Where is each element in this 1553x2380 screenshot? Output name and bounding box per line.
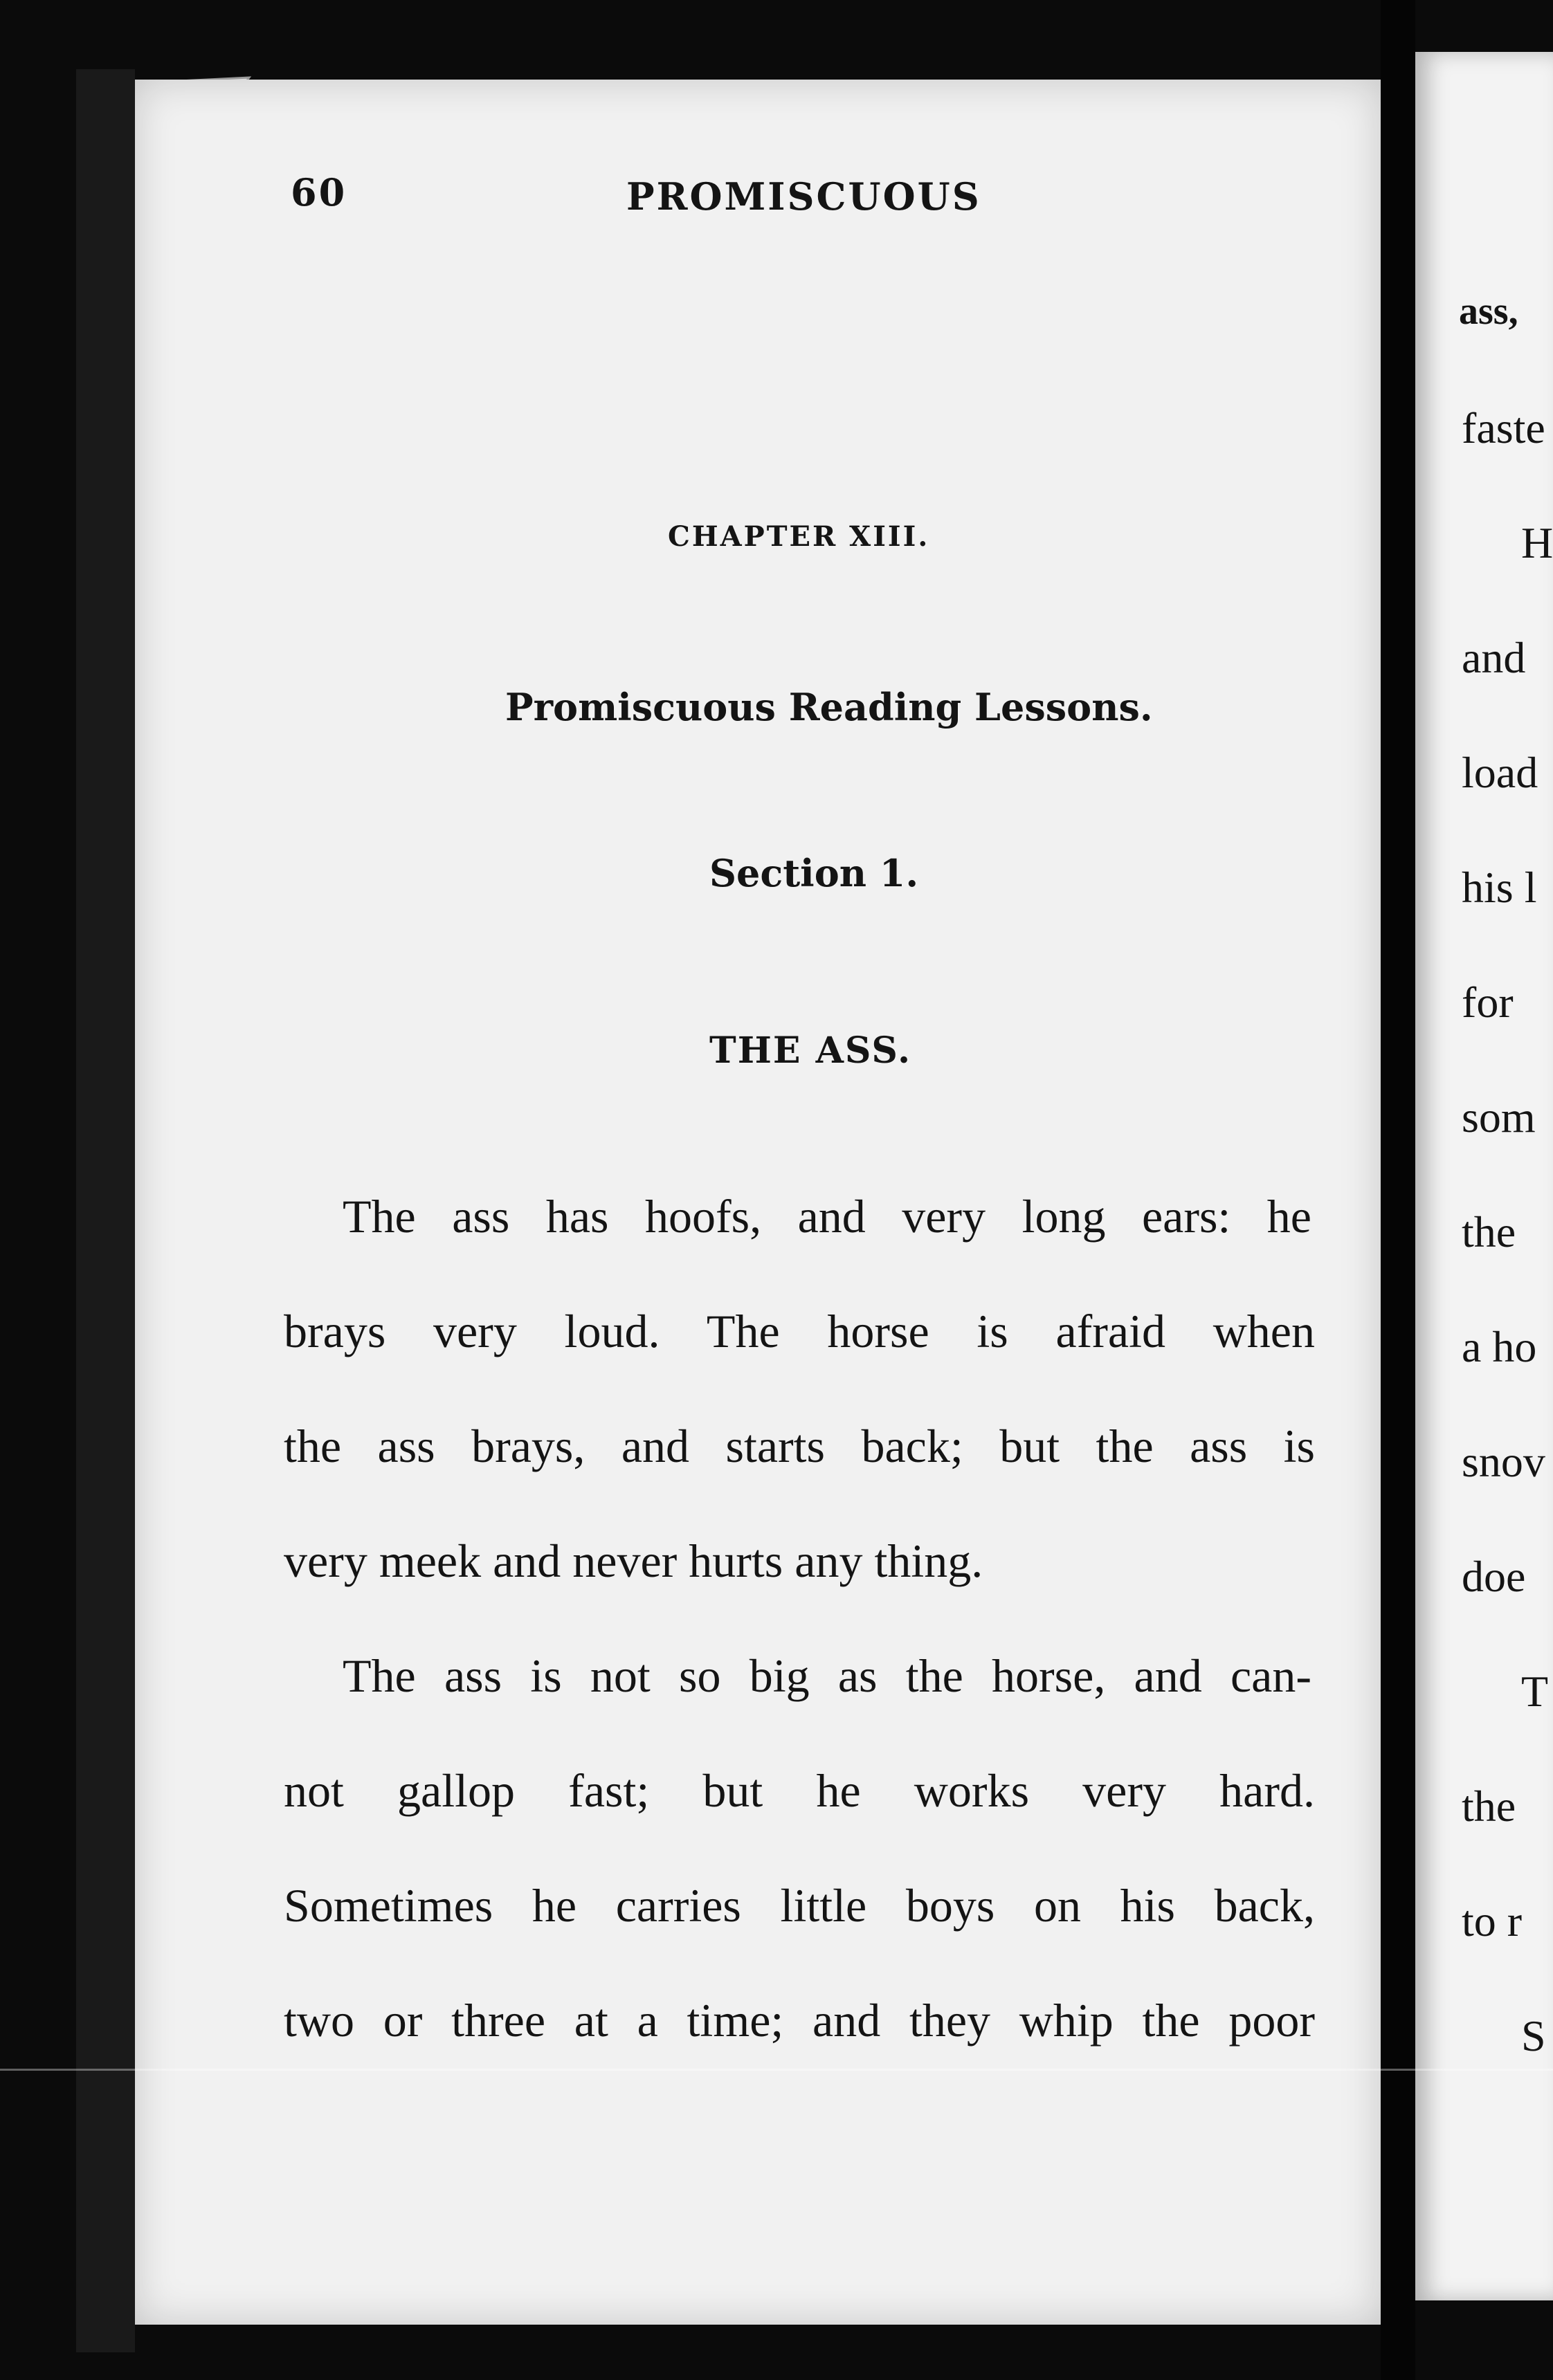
body-line: not gallop fast; but he works very hard. <box>284 1764 1315 1817</box>
body-line: The ass has hoofs, and very long ears: he <box>343 1190 1311 1243</box>
body-line: brays very loud. The horse is afraid when <box>284 1305 1315 1357</box>
body-line: The ass is not so big as the horse, and can- <box>343 1649 1311 1702</box>
right-page-line: S <box>1521 2011 1546 2060</box>
right-page-line: and <box>1462 633 1526 682</box>
running-head: PROMISCUOUS <box>626 174 981 219</box>
right-page-line: T <box>1521 1667 1549 1716</box>
right-page-line: his l <box>1462 863 1537 912</box>
right-page-line: the <box>1462 1782 1516 1831</box>
chapter-heading: CHAPTER XIII. <box>668 520 930 553</box>
page-gutter <box>1381 0 1415 2380</box>
right-page-line: doe <box>1462 1552 1526 1601</box>
right-page-line: faste <box>1462 403 1545 452</box>
body-line: Sometimes he carries little boys on his back, <box>284 1879 1315 1932</box>
right-page-line: load <box>1462 748 1538 797</box>
book-spine-edge <box>76 69 135 2352</box>
lesson-title: THE ASS. <box>709 1029 912 1072</box>
right-page-line: to r <box>1462 1896 1523 1946</box>
body-line: two or three at a time; and they whip the poor <box>284 1994 1315 2047</box>
scan-artifact-line <box>0 2069 1553 2071</box>
section-heading: Section 1. <box>709 851 919 895</box>
right-page-line: the <box>1462 1207 1516 1256</box>
right-page-line: a ho <box>1462 1322 1537 1371</box>
body-line: very meek and never hurts any thing. <box>284 1535 983 1587</box>
right-page <box>1415 52 1553 2300</box>
body-line: the ass brays, and starts back; but the ass is <box>284 1420 1315 1472</box>
page-number: 60 <box>291 170 347 214</box>
right-page-line: ass, <box>1459 290 1518 333</box>
right-page-line: som <box>1462 1092 1536 1142</box>
right-page-line: H <box>1521 518 1553 567</box>
right-page-line: snov <box>1462 1437 1545 1486</box>
lesson-collection-title: Promiscuous Reading Lessons. <box>505 685 1153 729</box>
right-page-line: for <box>1462 978 1514 1027</box>
